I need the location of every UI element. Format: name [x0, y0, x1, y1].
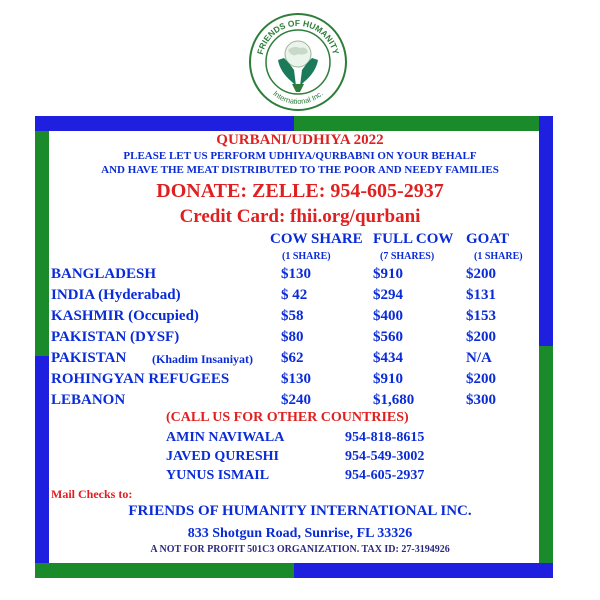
price-full-cow: $294: [373, 287, 403, 303]
price-full-cow: $910: [373, 266, 403, 282]
credit-card-line: Credit Card: fhii.org/qurbani: [179, 206, 421, 227]
price-full-cow: $910: [373, 371, 403, 387]
price-goat: $200: [466, 371, 496, 387]
country-name: LEBANON: [51, 392, 126, 408]
price-cow-share: $130: [281, 266, 311, 282]
column-header-full-cow: FULL COW: [373, 231, 454, 247]
poster-title: QURBANI/UDHIYA 2022: [216, 132, 384, 148]
call-for-other-countries: (CALL US FOR OTHER COUNTRIES): [166, 410, 409, 425]
globe-icon: [285, 41, 311, 67]
subtitle-line-2: AND HAVE THE MEAT DISTRIBUTED TO THE POOR AND NEEDY FAMILIES: [101, 164, 499, 176]
mail-checks-label: Mail Checks to:: [51, 487, 133, 501]
mailing-address: 833 Shotgun Road, Sunrise, FL 33326: [187, 526, 413, 541]
contact-phone: 954-549-3002: [345, 449, 425, 464]
price-full-cow: $1,680: [373, 392, 415, 408]
price-goat: $153: [466, 308, 496, 324]
country-name: KASHMIR (Occupied): [51, 308, 199, 324]
country-note: (Khadim Insaniyat): [152, 352, 254, 366]
column-sub-goat: (1 SHARE): [474, 251, 523, 262]
column-sub-full-cow: (7 SHARES): [380, 251, 435, 262]
contact-name: YUNUS ISMAIL: [166, 468, 270, 483]
contact-phone: 954-818-8615: [345, 430, 425, 445]
price-goat: $200: [466, 266, 496, 282]
price-cow-share: $ 42: [281, 287, 308, 303]
country-name: INDIA (Hyderabad): [51, 287, 181, 303]
column-header-goat: GOAT: [466, 231, 510, 247]
country-name: BANGLADESH: [51, 266, 157, 282]
logo-text-bottom: International Inc.: [271, 88, 325, 107]
price-goat: $300: [466, 392, 496, 408]
tax-id-footer: A NOT FOR PROFIT 501C3 ORGANIZATION. TAX ID: 27-3194926: [150, 544, 450, 555]
price-full-cow: $560: [373, 329, 403, 345]
country-name: ROHINGYAN REFUGEES: [51, 371, 230, 387]
contact-name: JAVED QURESHI: [166, 449, 279, 464]
price-cow-share: $80: [281, 329, 304, 345]
price-goat: $131: [466, 287, 496, 303]
column-header-cow-share: COW SHARE: [270, 231, 363, 247]
price-cow-share: $62: [281, 350, 304, 366]
price-cow-share: $240: [281, 392, 311, 408]
country-name: PAKISTAN (DYSF): [51, 329, 180, 345]
country-name: PAKISTAN: [51, 350, 127, 366]
contact-name: AMIN NAVIWALA: [166, 430, 285, 445]
organization-name: FRIENDS OF HUMANITY INTERNATIONAL INC.: [128, 503, 472, 519]
price-goat: N/A: [466, 350, 492, 366]
contact-phone: 954-605-2937: [345, 468, 425, 483]
price-cow-share: $130: [281, 371, 311, 387]
price-goat: $200: [466, 329, 496, 345]
price-full-cow: $400: [373, 308, 403, 324]
donate-zelle-line: DONATE: ZELLE: 954-605-2937: [156, 180, 444, 202]
organization-logo: [248, 12, 348, 112]
logo-text-top: FRIENDS OF HUMANITY: [254, 17, 342, 56]
subtitle-line-1: PLEASE LET US PERFORM UDHIYA/QURBABNI ON YOUR BEHALF: [123, 150, 477, 162]
price-full-cow: $434: [373, 350, 403, 366]
column-sub-cow-share: (1 SHARE): [282, 251, 331, 262]
price-cow-share: $58: [281, 308, 304, 324]
